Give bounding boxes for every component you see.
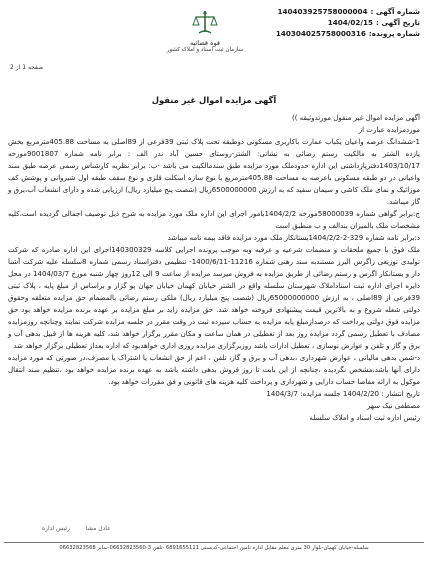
paragraph: د:برابر نامه شماره 329-2-1404/2/2بستانکار ملک مورد مزایده فاقد بیمه نامه میباشد xyxy=(167,233,420,242)
file-number-row xyxy=(270,28,420,39)
page-number: صفحه 1 از 2 xyxy=(10,64,44,71)
ad-number-label: شماره آگهی : xyxy=(370,7,420,16)
judiciary-emblem-icon xyxy=(190,8,220,38)
ad-number-row xyxy=(270,6,420,17)
emblem-title: قوه قضائیه xyxy=(190,39,220,47)
footer-divider xyxy=(4,542,424,543)
page-title: آگهی مزایده اموال غیر منقول xyxy=(151,95,277,105)
signature-block xyxy=(28,525,111,532)
file-number: 140304025758000316 xyxy=(275,29,366,38)
paragraph: تاریخ انتشار : 1404/2/20 جلسه مزایده: 1404/3/7 xyxy=(266,389,420,398)
ad-meta xyxy=(270,6,420,39)
footer-address: سلسله-خیابان کهمان-بلوار 30 متری معلم مقابل اداره نامین اجتماعی-کدپستی 6891655111 -تلفن 3-06632823560-نمابر 06632823568 xyxy=(59,545,369,551)
ad-date-row xyxy=(270,17,420,28)
signatory-name: مصطفی نیک سهر xyxy=(366,401,420,410)
signatory-title: رئیس اداره ثبت اسناد و املاک سلسله xyxy=(309,413,420,422)
signature-title: رئیس اداره xyxy=(42,525,70,532)
paragraph: د-شمن بدهی مالیاتی ، عوارض شهرداری ،بدهی آب و برق و گاز، تلفن ، اعم از حق انشعاب یا اشتراک یا مصرف،در صورتی که مورد مزایده دارای آنها باشد،مشخص نگردیده ،چنانچه از این بابت تا روز فروش بدهی داشته باشد به عهده برنده مزایده خواهد بود ،تنظیم سند انتقال موکول به ارائه مفاصا حساب دارایی و شهرداری و پرداخت کلیه هزینه های قانونی و فق مقررات خواهد بود. xyxy=(8,353,420,386)
paragraph: موردمزایده عبارت از xyxy=(358,125,420,134)
paragraph: 1-ششدانگ عرصه واعیان یکباب عمارت باکاربری مسکونی دوطبقه تحت پلاک ثبتی 39فرعی از 89اصلی به مساحت 405.88مترمربع بخش یازده الشتر به مالکیت رستم رضائی به نشانی: الشتر-روستای حسین آباد ندر الف : برابر نامه شماره 9001807مورخه 1403/10/17دفترپازداشتی این اداره حدودملک مورد مزایده طبق سندمالکیت می باشد -ب: برابر نظریه کارشناس رسمی عرصه طبق سند واعیانی در دو طبقه مسکونی باعرصه به مساحت 405.88مترمربع با نوع سازه اسکلت فلزی و نوع سقف طبقه اول شیروانی و پوشش کف موزائیک و نمای ملک کاشی و سیمان سفید که به ارزش 6500000000ریال (شصت پنج میلیارد ریال) ارزیابی شده و دارای انشعاب آب،برق و گاز میباشد. xyxy=(8,137,421,206)
file-number-label: شماره پرونده: xyxy=(368,29,420,38)
paragraph: ملک فوق با جمیع ملحقات و منضمات شرعیه و عرفیه وبه موجب پرونده اجرایی کلاسه 140300329اجرای این اداره صادره که شرکت تولیدی توزیعی زاگرس البرز مستندبه سند رهنی شماره 11216-1400/6/11- تنظیمی دفتراسناد رسمی شماره 8سلسله علیه شرکت آشنا دار و بستانکار اگرس و رستم رضائی از طریق مزایده به فروش میرسد مزایده از ساعت 9 الی 12روز چهار شنبه مورخ 1404/03/7 در محل دایره اجرای اداره ثبت اسناداملاک شهرستان سلسله واقع در الشتر خیابان کهمان خیابان جهان پو گزار و براساس از مبلغ پایه ، پلاک ثبتی 39فرعی از 89اصلی ، به ارزش 65000000000ریال (شصت پنج میلیارد ریال) ملکی رستم رضائی بالمضمام حق مزایده متعلقه وحقوق دولتی شعله شروع و به بالاترین قیمت پیشنهادی فروخته خواهد شد. حق مزایده زاید بر مبلغ مزایده بر عهده برنده مزایده خواهد بود حق مزایده فوق دولتی پرداخت که درصدازمبلغ پایه مزایده به حساب سپرده ثبت در وقت مقرر در جلسه مزایده شرکت نمایند وچنانچه روزمزایده مصادف با تعطیل رسمی گردد مزایده روز بعد از تعطیلی در همان ساعت و مکان مقرر برگزار خواهد شد، کلیه هزینه ها از قبیل بدهی آب و برق و گاز و تلفن و عوارض نوسازی ، تعطیل ادارات باشد روزبرگزاری مزایده روزی اداری خواهدبود که اداره بعداز تعطیلی برگزار خواهد شد xyxy=(8,245,420,350)
signature-name: عادل مشا xyxy=(85,525,111,532)
ad-date: 1404/02/15 xyxy=(327,18,374,27)
org-name: سازمان ثبت اسناد و املاک کشور xyxy=(166,47,244,53)
paragraph: آگهی مزایده اموال غیر منقول مورتدوثیقه )) xyxy=(291,113,420,122)
paragraph: ج:برابر گواهی شماره 58000039مورخه 1404/2/2بامور اجرای این اداره ملک مورد مزایده به شرح ذیل توصیف اجمالی گردیده است،کلیه مشخصات ملک بالمیزان بندالف و ب منطبق است xyxy=(8,209,420,230)
ad-date-label: تاریخ آگهی : xyxy=(376,18,420,27)
org-header xyxy=(150,8,260,72)
notice-body xyxy=(8,112,420,424)
ad-number: 140403925758000004 xyxy=(277,7,368,16)
